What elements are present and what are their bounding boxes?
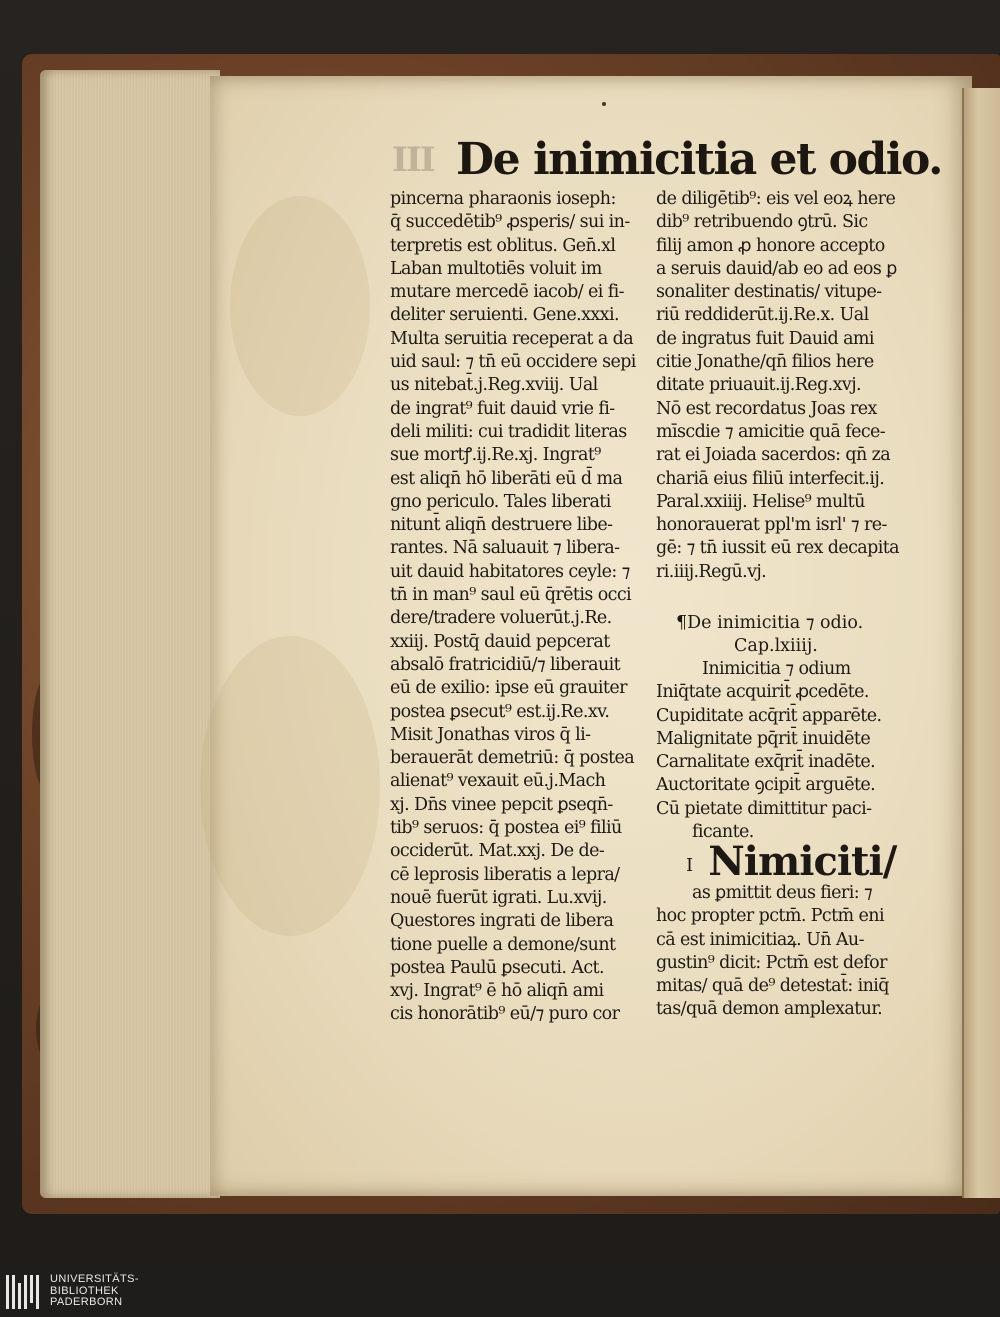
- text-line: as ꝑmittit deus fieri: ⁊: [692, 883, 873, 903]
- text-line: deliter seruienti. Gene.xxxi.: [390, 305, 619, 326]
- text-line: rantes. Nā saluauit ⁊ libera-: [390, 538, 620, 559]
- text-line: Multa seruitia receperat a da: [390, 328, 634, 349]
- text-line: cē leprosis liberatis a lepra/: [390, 864, 620, 885]
- text-line: de ingratus fuit Dauid ami: [656, 328, 874, 349]
- text-line: a seruis dauid/ab eo ad eos ꝑ: [656, 258, 897, 279]
- text-line: xvj. Ingrat⁹ ē hō aliqn̄ ami: [390, 981, 604, 1002]
- text-line: Cū pietate dimittitur paci-: [656, 798, 872, 819]
- text-line: xj. Dn̄s vinee pepcit ꝑseqn̄-: [390, 794, 613, 815]
- library-logo-icon: [6, 1275, 44, 1309]
- text-line: ri.iiij.Regū.vj.: [656, 561, 767, 582]
- text-line: hoc propter pctm̄. Pctm̄ eni: [656, 906, 884, 927]
- page-block-edge: [40, 70, 220, 1198]
- page-stain: [230, 196, 370, 416]
- text-line: Laban multotiēs voluit im: [390, 258, 602, 279]
- text-line: tione puelle a demone/sunt: [390, 934, 616, 955]
- text-line: Misit Jonathas viros q̄ li-: [390, 724, 591, 745]
- chapter-body: [656, 882, 914, 1022]
- text-line: est aliqn̄ hō liberāti eū d̄ ma: [390, 468, 623, 489]
- text-line: xxiij. Postq̄ dauid pepcerat: [390, 631, 610, 652]
- text-line: occiderūt. Mat.xxj. De de-: [390, 841, 605, 862]
- text-line: Iniq̄tate acquirit̄ ꝓcedēte.: [656, 682, 869, 703]
- text-line: cis honorātib⁹ eū/⁊ puro cor: [390, 1004, 620, 1025]
- library-name-line: BIBLIOTHEK: [50, 1284, 119, 1297]
- text-line: berauerāt demetriū: q̄ postea: [390, 748, 635, 769]
- text-line: uit dauid habitatores ceyle: ⁊: [390, 561, 630, 582]
- text-line: postea ꝑsecut⁹ est.ij.Re.xv.: [390, 701, 610, 722]
- text-line: gustin⁹ dicit: Pctm̄ est defor: [656, 952, 887, 973]
- chapter-opening: [686, 838, 896, 885]
- page-header-title: De inimicitia et odio.: [456, 134, 942, 185]
- text-line: rat ei Joiada sacerdos: qn̄ za: [656, 445, 891, 466]
- text-line: tn̄ in man⁹ saul eū q̄rētis occi: [390, 585, 632, 606]
- chapter-summary: [656, 658, 914, 844]
- text-line: ficante.: [692, 822, 754, 843]
- text-line: honorauerat ppl'm isrl' ⁊ re-: [656, 515, 887, 536]
- text-line: citie Jonathe/qn̄ filios here: [656, 352, 874, 373]
- right-text-column: [656, 188, 914, 584]
- left-text-column: [390, 188, 650, 1027]
- text-line: Nō est recordatus Joas rex: [656, 398, 877, 419]
- text-line: chariā eius filiū interfecit.ij.: [656, 468, 885, 489]
- text-line: postea Paulū ꝑsecuti. Act.: [390, 957, 604, 978]
- page-stain: [200, 636, 380, 936]
- text-line: mitas/ quā de⁹ detestat̄: iniq̄: [656, 976, 889, 997]
- text-line: uid saul: ⁊ tn̄ eū occidere sepi: [390, 352, 636, 373]
- opening-word: Nimiciti/: [708, 838, 897, 885]
- text-line: us nitebat̄.j.Reg.xviij. Ual: [390, 375, 598, 396]
- facing-page-edge: [962, 88, 1000, 1198]
- text-line: Auctoritate ꝯcipit̄ arguēte.: [656, 775, 876, 796]
- chapter-heading-block: [676, 612, 863, 659]
- guide-letter: I: [686, 855, 694, 876]
- library-footer: [0, 1267, 1000, 1317]
- text-line: mutare mercedē iacob/ ei fi-: [390, 282, 624, 303]
- ink-dot: [602, 102, 606, 106]
- text-line: de ingrat⁹ fuit dauid vrie fi-: [390, 398, 615, 419]
- chapter-number: Cap.lxiiij.: [734, 636, 818, 657]
- text-line: Cupiditate acq̄rit̄ apparēte.: [656, 705, 882, 726]
- text-line: nitunt̄ aliqn̄ destruere libe-: [390, 515, 613, 536]
- text-line: ditate priuauit.ij.Reg.xvj.: [656, 375, 861, 396]
- text-line: deli militi: cui tradidit literas: [390, 421, 627, 442]
- text-line: sue mortꝭ.ij.Re.xj. Ingrat⁹: [390, 445, 601, 466]
- text-line: gno periculo. Tales liberati: [390, 491, 611, 512]
- text-line: de diligētib⁹: eis vel eoꝝ here: [656, 189, 896, 209]
- text-line: pincerna pharaonis ioseph:: [390, 189, 616, 209]
- text-line: Paral.xxiiij. Helise⁹ multū: [656, 491, 865, 512]
- text-line: absalō fratricidiū/⁊ liberauit: [390, 654, 621, 675]
- text-line: eū de exilio: ipse eū grauiter: [390, 678, 627, 699]
- text-line: tas/quā demon amplexatur.: [656, 999, 883, 1020]
- text-line: Malignitate pq̄rit̄ inuidēte: [656, 728, 871, 749]
- library-name-line: UNIVERSITÄTS-: [50, 1273, 139, 1285]
- text-line: terpretis est oblitus. Gen̄.xl: [390, 235, 616, 256]
- text-line: tib⁹ seruos: q̄ postea ei⁹ filiū: [390, 818, 622, 839]
- text-line: dib⁹ retribuendo ꝯtrū. Sic: [656, 212, 868, 233]
- text-line: cā est inimicitiaꝝ. Un̄ Au-: [656, 929, 864, 950]
- text-line: mīscdie ⁊ amicitie quā fece-: [656, 421, 886, 442]
- library-name: [50, 1274, 139, 1309]
- text-line: sonaliter destinatis/ vitupe-: [656, 282, 882, 303]
- show-through-text: III: [392, 140, 434, 180]
- text-line: Questores ingrati de libera: [390, 911, 614, 932]
- text-line: filij amon ꝓ honore accepto: [656, 235, 885, 256]
- text-line: gē: ⁊ tn̄ iussit eū rex decapita: [656, 538, 899, 559]
- text-line: nouē fuerūt igrati. Lu.xvij.: [390, 887, 607, 908]
- text-line: riū reddiderūt.ij.Re.x. Ual: [656, 305, 869, 326]
- text-line: alienat⁹ vexauit eū.j.Mach: [390, 771, 606, 792]
- library-name-line: PADERBORN: [50, 1296, 123, 1308]
- text-line: q̄ succedētib⁹ ꝓsperis/ sui in-: [390, 212, 630, 233]
- text-line: dere/tradere voluerūt.j.Re.: [390, 608, 612, 629]
- chapter-heading: ¶De inimicitia ⁊ odio.: [676, 613, 864, 633]
- text-line: Inimicitia ⁊ odium: [702, 659, 851, 679]
- text-line: Carnalitate exq̄rit̄ inadēte.: [656, 752, 876, 773]
